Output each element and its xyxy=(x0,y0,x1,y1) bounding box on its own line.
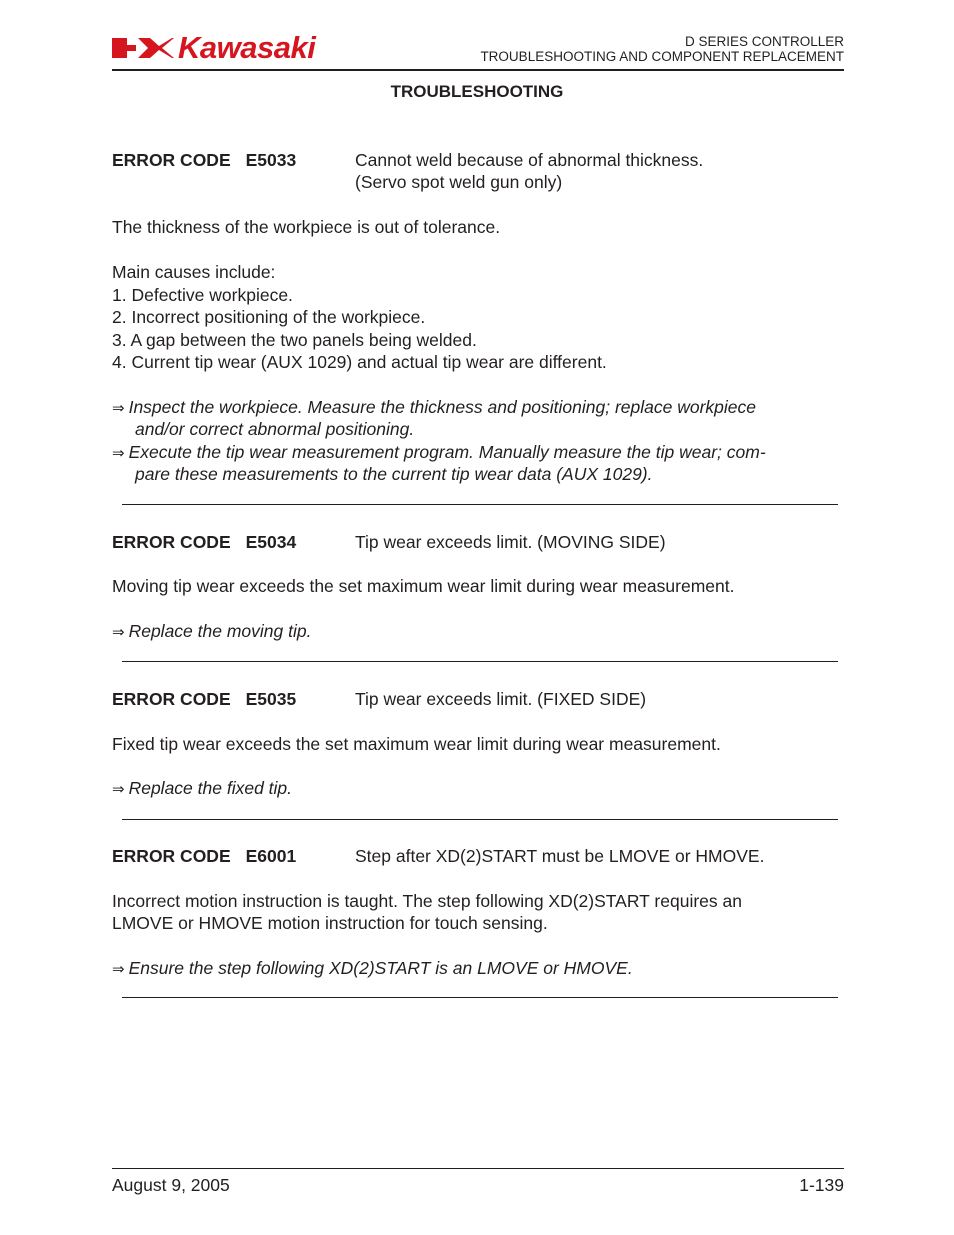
error-description: Step after XD(2)START must be LMOVE or HMOVE. xyxy=(355,846,765,866)
action-item xyxy=(112,396,756,421)
arrow-icon: ⇒ xyxy=(112,445,125,462)
error-code-label: ERROR CODE xyxy=(112,150,231,170)
error-description-note: (Servo spot weld gun only) xyxy=(355,172,563,192)
arrow-icon: ⇒ xyxy=(112,624,125,641)
error-explanation: Incorrect motion instruction is taught. The step following XD(2)START requires an xyxy=(112,891,742,911)
brand-name: Kawasaki xyxy=(178,30,316,65)
action-text: Ensure the step following XD(2)START is an LMOVE or HMOVE. xyxy=(128,958,633,978)
header-title: D SERIES CONTROLLER xyxy=(684,34,844,49)
causes-title: Main causes include: xyxy=(112,262,276,282)
action-item xyxy=(112,777,292,802)
cause-item: 3. A gap between the two panels being welded. xyxy=(112,330,477,350)
error-code-label: ERROR CODE xyxy=(112,689,231,709)
error-explanation: Moving tip wear exceeds the set maximum wear limit during wear measurement. xyxy=(112,576,735,596)
error-code: E5034 xyxy=(245,532,297,552)
error-code: E5033 xyxy=(245,150,297,170)
error-code-label: ERROR CODE xyxy=(112,846,231,866)
error-heading-e5033 xyxy=(112,149,296,172)
action-item xyxy=(112,620,311,645)
kawasaki-logo-mark-icon xyxy=(112,36,174,60)
section-divider xyxy=(122,504,838,505)
action-text: Inspect the workpiece. Measure the thickness and positioning; replace workpiece xyxy=(128,397,757,417)
header-rule xyxy=(112,69,844,71)
header-subtitle: TROUBLESHOOTING AND COMPONENT REPLACEMENT xyxy=(480,49,844,64)
error-description: Tip wear exceeds limit. (MOVING SIDE) xyxy=(355,532,666,552)
error-explanation: Fixed tip wear exceeds the set maximum wear limit during wear measurement. xyxy=(112,734,721,754)
error-description: Cannot weld because of abnormal thickness. xyxy=(355,150,704,170)
error-explanation-continued: LMOVE or HMOVE motion instruction for touch sensing. xyxy=(112,913,548,933)
kawasaki-logo xyxy=(112,32,315,64)
section-divider xyxy=(122,997,838,998)
error-heading-e6001 xyxy=(112,845,296,868)
action-text: Replace the moving tip. xyxy=(128,621,312,641)
error-description: Tip wear exceeds limit. (FIXED SIDE) xyxy=(355,689,647,709)
section-title: TROUBLESHOOTING xyxy=(390,82,564,101)
error-code: E5035 xyxy=(245,689,297,709)
cause-item: 2. Incorrect positioning of the workpiece. xyxy=(112,307,426,327)
error-heading-e5034 xyxy=(112,531,296,554)
error-heading-e5035 xyxy=(112,688,296,711)
arrow-icon: ⇒ xyxy=(112,781,125,798)
action-item xyxy=(112,441,766,466)
action-text: Replace the fixed tip. xyxy=(128,778,293,798)
section-divider xyxy=(122,661,838,662)
footer-date: August 9, 2005 xyxy=(112,1175,230,1195)
footer-rule xyxy=(112,1168,844,1169)
cause-item: 4. Current tip wear (AUX 1029) and actual tip wear are different. xyxy=(112,352,607,372)
error-explanation: The thickness of the workpiece is out of tolerance. xyxy=(112,217,501,237)
cause-item: 1. Defective workpiece. xyxy=(112,285,293,305)
action-text-continued: and/or correct abnormal positioning. xyxy=(135,419,415,439)
arrow-icon: ⇒ xyxy=(112,400,125,417)
page-number: 1-139 xyxy=(799,1175,844,1195)
action-text: Execute the tip wear measurement program. Manually measure the tip wear; com- xyxy=(128,442,766,462)
error-code: E6001 xyxy=(245,846,297,866)
error-code-label: ERROR CODE xyxy=(112,532,231,552)
section-divider xyxy=(122,819,838,820)
action-item xyxy=(112,957,633,982)
action-text-continued: pare these measurements to the current tip wear data (AUX 1029). xyxy=(135,464,653,484)
arrow-icon: ⇒ xyxy=(112,961,125,978)
